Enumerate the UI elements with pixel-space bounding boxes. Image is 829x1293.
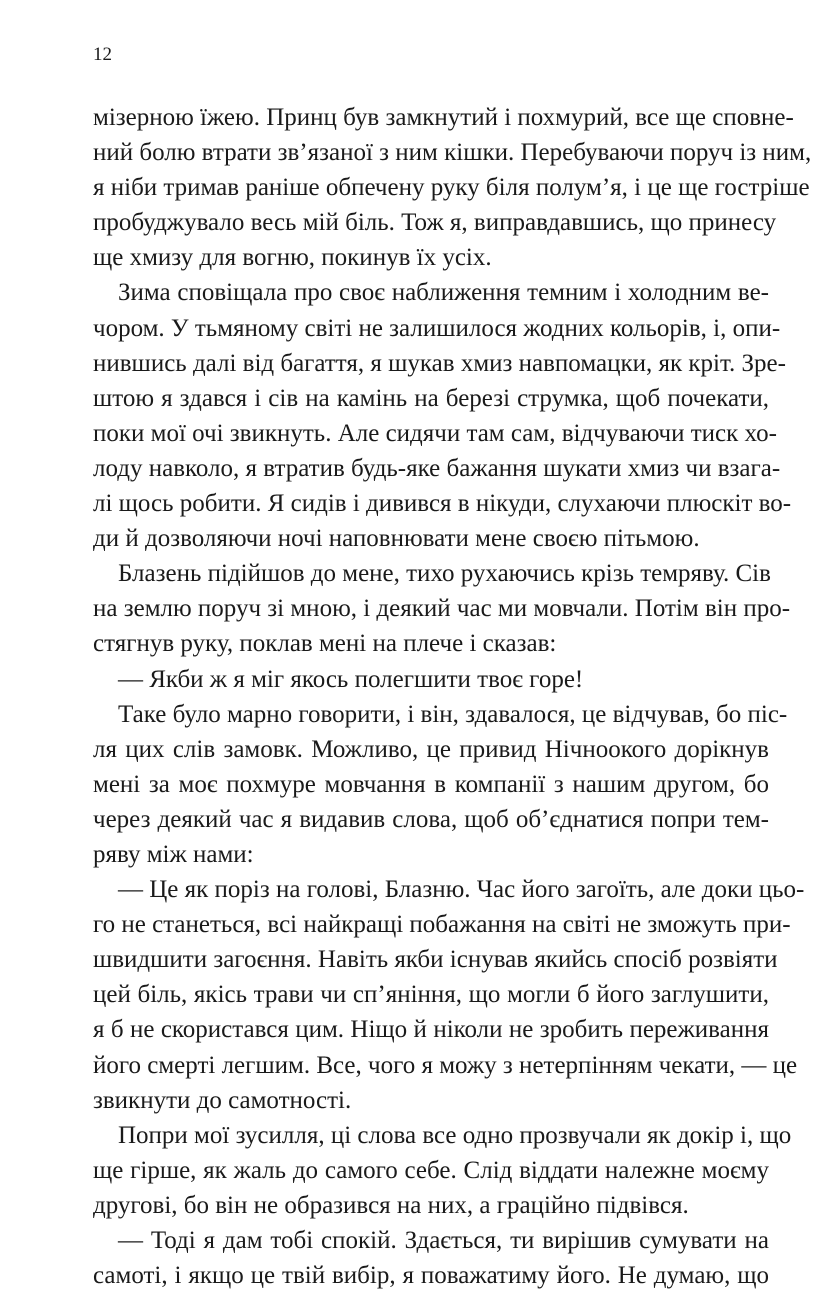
text-line: ще гірше, як жаль до самого себе. Слід віддати належне моєму bbox=[93, 1156, 769, 1184]
text-line: мізерною їжею. Принц був замкнутий і похмурий, все ще сповне- bbox=[93, 104, 794, 131]
text-line: штою я здався і сів на камінь на березі струмка, щоб почекати, bbox=[93, 384, 769, 412]
text-line: — Тоді я дам тобі спокій. Здається, ти вирішив сумувати на bbox=[118, 1227, 769, 1254]
text-line: чором. У тьмяному світі не залишилося жодних кольорів, і, опи- bbox=[93, 314, 781, 342]
text-line: цей біль, якісь трави чи сп’яніння, що могли б його заглушити, bbox=[93, 981, 769, 1009]
text-line: стягнув руку, поклав мені на плече і сказав: bbox=[93, 630, 557, 658]
text-line: — Якби ж я міг якось полегшити твоє горе! bbox=[118, 665, 584, 693]
text-line: ще хмизу для вогню, покинув їх усіх. bbox=[93, 244, 492, 272]
text-line: я ніби тримав раніше обпечену руку біля полум’я, і це ще гостріше bbox=[93, 174, 810, 202]
text-line: Блазень підійшов до мене, тихо рухаючись крізь темряву. Сів bbox=[118, 560, 771, 588]
text-line: другові, бо він не образився на них, а граційно підвівся. bbox=[93, 1191, 689, 1219]
page-number: 12 bbox=[93, 44, 112, 65]
text-line: го не станеться, всі найкращі побажання на світі не зможуть при- bbox=[93, 911, 791, 939]
text-line: ряву між нами: bbox=[93, 840, 254, 868]
text-line: ля цих слів замовк. Можливо, це привид Нічноокого дорікнув bbox=[93, 735, 769, 763]
text-line: лоду навколо, я втратив будь-яке бажання шукати хмиз чи взага- bbox=[93, 454, 781, 482]
text-line: Таке було марно говорити, і він, здавалося, це відчував, бо піс- bbox=[118, 700, 788, 728]
text-line: пробуджувало весь мій біль. Тож я, виправдавшись, що принесу bbox=[93, 209, 777, 237]
text-line: його смерті легшим. Все, чого я можу з нетерпінням чекати, — це bbox=[93, 1051, 798, 1079]
text-line: я б не скористався цим. Ніщо й ніколи не зробить переживання bbox=[93, 1016, 769, 1044]
text-line: Попри мої зусилля, ці слова все одно прозвучали як докір і, що bbox=[118, 1121, 792, 1149]
text-line: швидшити загоєння. Навіть якби існував якийсь спосіб розвіяти bbox=[93, 946, 778, 974]
text-line: Зима сповіщала про своє наближення темним і холодним ве- bbox=[118, 279, 769, 307]
text-line: лі щось робити. Я сидів і дивився в нікуди, слухаючи плюскіт во- bbox=[93, 490, 792, 518]
text-line: — Це як поріз на голові, Блазню. Час його загоїть, але доки цьо- bbox=[118, 876, 805, 904]
text-line: через деякий час я видавив слова, щоб об’єднатися попри тем- bbox=[93, 805, 769, 833]
text-line: звикнути до самотності. bbox=[93, 1086, 352, 1114]
text-line: мені за моє похмуре мовчання в компанії з нашим другом, бо bbox=[93, 770, 769, 798]
text-line: на землю поруч зі мною, і деякий час ми мовчали. Потім він про- bbox=[93, 595, 791, 623]
text-line: самоті, і якщо це твій вибір, я поважатиму його. Не думаю, що bbox=[93, 1262, 769, 1290]
text-line: ди й дозволяючи ночі наповнювати мене своєю пітьмою. bbox=[93, 525, 700, 553]
text-line: ний болю втрати зв’язаної з ним кішки. Перебуваючи поруч із ним, bbox=[93, 139, 812, 167]
text-line: поки мої очі звикнуть. Але сидячи там сам, відчуваючи тиск хо- bbox=[93, 419, 777, 447]
text-line: нившись далі від багаття, я шукав хмиз навпомацки, як кріт. Зре- bbox=[93, 349, 786, 377]
body-text bbox=[93, 100, 812, 1293]
